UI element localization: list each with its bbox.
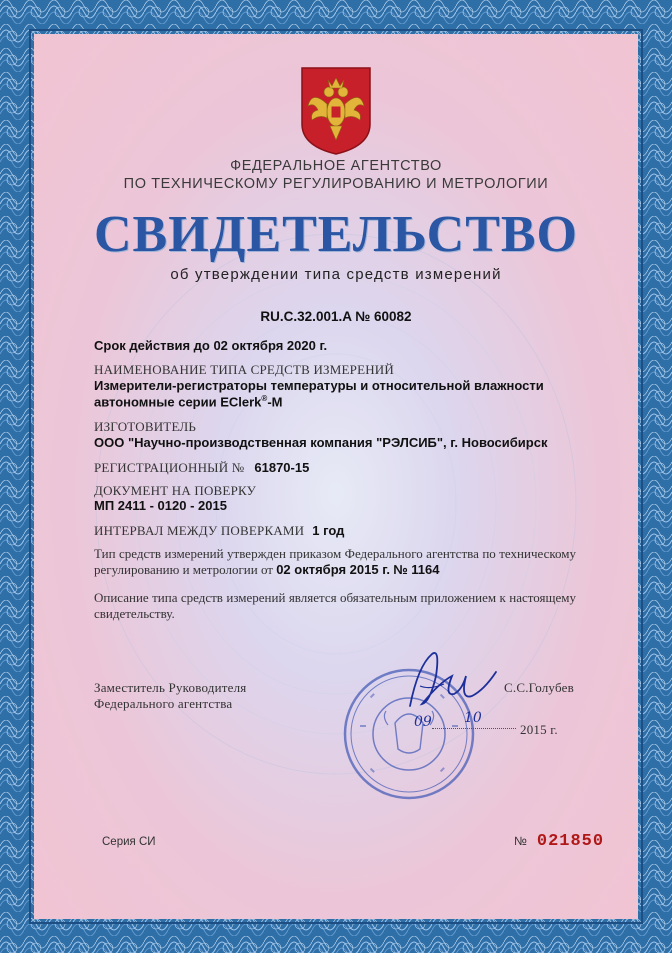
verification-doc-label: ДОКУМЕНТ НА ПОВЕРКУ	[94, 483, 257, 498]
manufacturer-label: ИЗГОТОВИТЕЛЬ	[94, 419, 197, 434]
signatory-title-line-1: Заместитель Руководителя	[94, 680, 247, 695]
agency-line-1: ФЕДЕРАЛЬНОЕ АГЕНТСТВО	[230, 158, 442, 174]
type-name-line-1: Измерители-регистраторы температуры и относительной влажности	[94, 378, 544, 393]
certificate-title: СВИДЕТЕЛЬСТВО	[93, 206, 579, 263]
description-paragraph: Описание типа средств измерений является обязательным приложением к настоящему свидетельству.	[94, 590, 576, 621]
sign-date-month: 10	[464, 710, 482, 726]
interval-row	[94, 522, 344, 540]
approval-text: Тип средств измерений утвержден приказом Федерального агентства по техническому регулированию и метрологии от	[94, 546, 576, 577]
registration-certificate-number: RU.C.32.001.A № 60082	[260, 309, 412, 324]
type-name-line-2	[94, 394, 283, 409]
approval-order-number: № 1164	[393, 562, 440, 577]
approval-date: 02 октября 2015 г.	[276, 562, 390, 577]
registration-value: 61870-15	[254, 460, 310, 475]
serial-number: 021850	[536, 832, 605, 851]
serial-number-block	[514, 832, 604, 851]
agency-line-2: ПО ТЕХНИЧЕСКОМУ РЕГУЛИРОВАНИЮ И МЕТРОЛОГИИ	[123, 176, 549, 192]
interval-value: 1 год	[312, 523, 345, 538]
sign-date-year: 2015 г.	[520, 722, 558, 737]
registration-label: РЕГИСТРАЦИОННЫЙ №	[94, 460, 245, 475]
verification-doc-value: МП 2411 - 0120 - 2015	[94, 498, 227, 513]
type-name-label: НАИМЕНОВАНИЕ ТИПА СРЕДСТВ ИЗМЕРЕНИЙ	[94, 362, 394, 377]
serial-prefix: №	[514, 834, 527, 848]
signatory-name: С.С.Голубев	[504, 680, 574, 695]
approval-paragraph	[94, 546, 576, 578]
registration-row	[94, 459, 309, 477]
manufacturer-value: ООО "Научно-производственная компания "РЭЛСИБ", г. Новосибирск	[94, 435, 548, 450]
sign-date-day: 09	[414, 714, 432, 730]
russian-coat-of-arms-icon	[298, 66, 374, 156]
handwritten-signature	[400, 646, 500, 722]
type-name-suffix: -M	[267, 394, 283, 410]
signatory-title-line-2: Федерального агентства	[94, 696, 233, 711]
series-label: Серия СИ	[102, 836, 156, 848]
interval-label: ИНТЕРВАЛ МЕЖДУ ПОВЕРКАМИ	[94, 523, 305, 538]
sign-date-line	[432, 728, 516, 729]
registered-mark: ®	[261, 394, 268, 403]
validity-period: Срок действия до 02 октября 2020 г.	[94, 338, 328, 353]
certificate-subtitle: об утверждении типа средств измерений	[170, 266, 502, 283]
type-name-text: автономные серии EClerk	[94, 394, 262, 410]
